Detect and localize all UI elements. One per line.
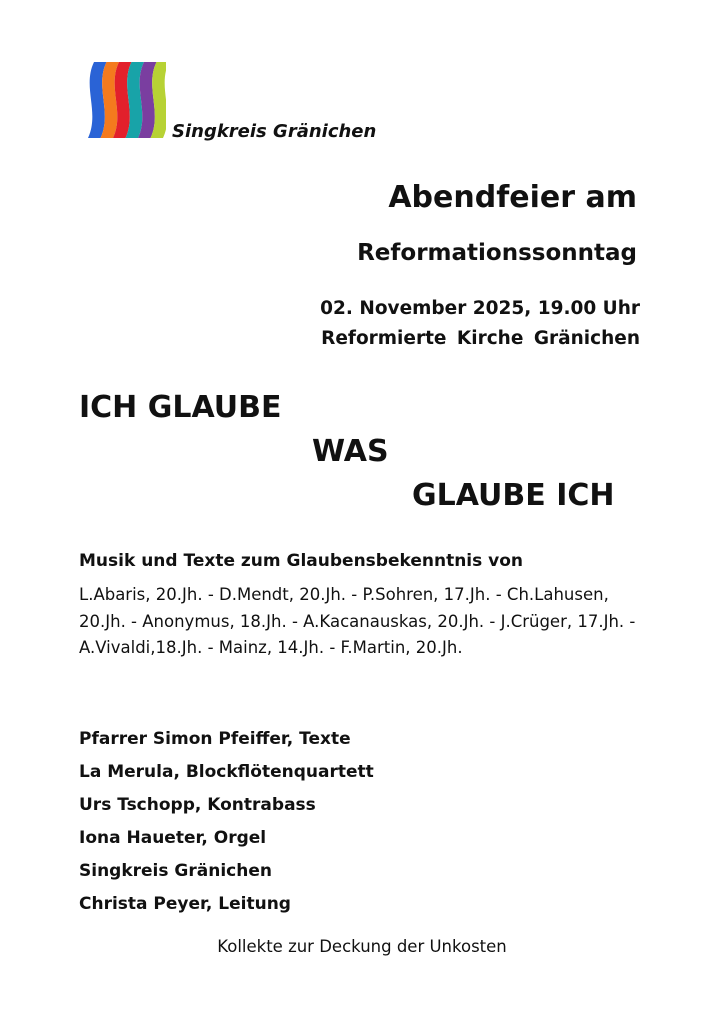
composer-list: L.Abaris, 20.Jh. - D.Mendt, 20.Jh. - P.Sohren, 17.Jh. - Ch.Lahusen, 20.Jh. - Anonymus, 18.Jh. - A.Kacanauskas, 20.Jh. - J.Crüger, 17.Jh. - A.Vivaldi,18.Jh. - Mainz, 14.Jh. - F.Martin, 20.Jh. [79,585,636,657]
collection-note: Kollekte zur Deckung der Unkosten [217,937,507,956]
program-intro: Musik und Texte zum Glaubensbekenntnis von [79,551,524,571]
performer-list [79,727,374,925]
motto-line-1: ICH GLAUBE [79,390,282,425]
performer-item: Urs Tschopp, Kontrabass [79,795,316,815]
performer-item: La Merula, Blockflötenquartett [79,762,374,782]
rainbow-wave-logo-icon [86,60,166,140]
motto-line-3: GLAUBE ICH [412,478,615,513]
performer-item: Singkreis Gränichen [79,861,272,881]
event-title: Abendfeier am [388,180,637,215]
performer-item: Christa Peyer, Leitung [79,894,291,914]
performer-item: Pfarrer Simon Pfeiffer, Texte [79,729,351,749]
motto-line-2: WAS [312,434,389,469]
organization-name: Singkreis Gränichen [172,121,377,142]
event-date-time: 02. November 2025, 19.00 Uhr [320,298,640,319]
event-subtitle: Reformationssonntag [357,240,637,266]
performer-item: Iona Haueter, Orgel [79,828,267,848]
event-venue: Reformierte Kirche Gränichen [321,328,640,349]
